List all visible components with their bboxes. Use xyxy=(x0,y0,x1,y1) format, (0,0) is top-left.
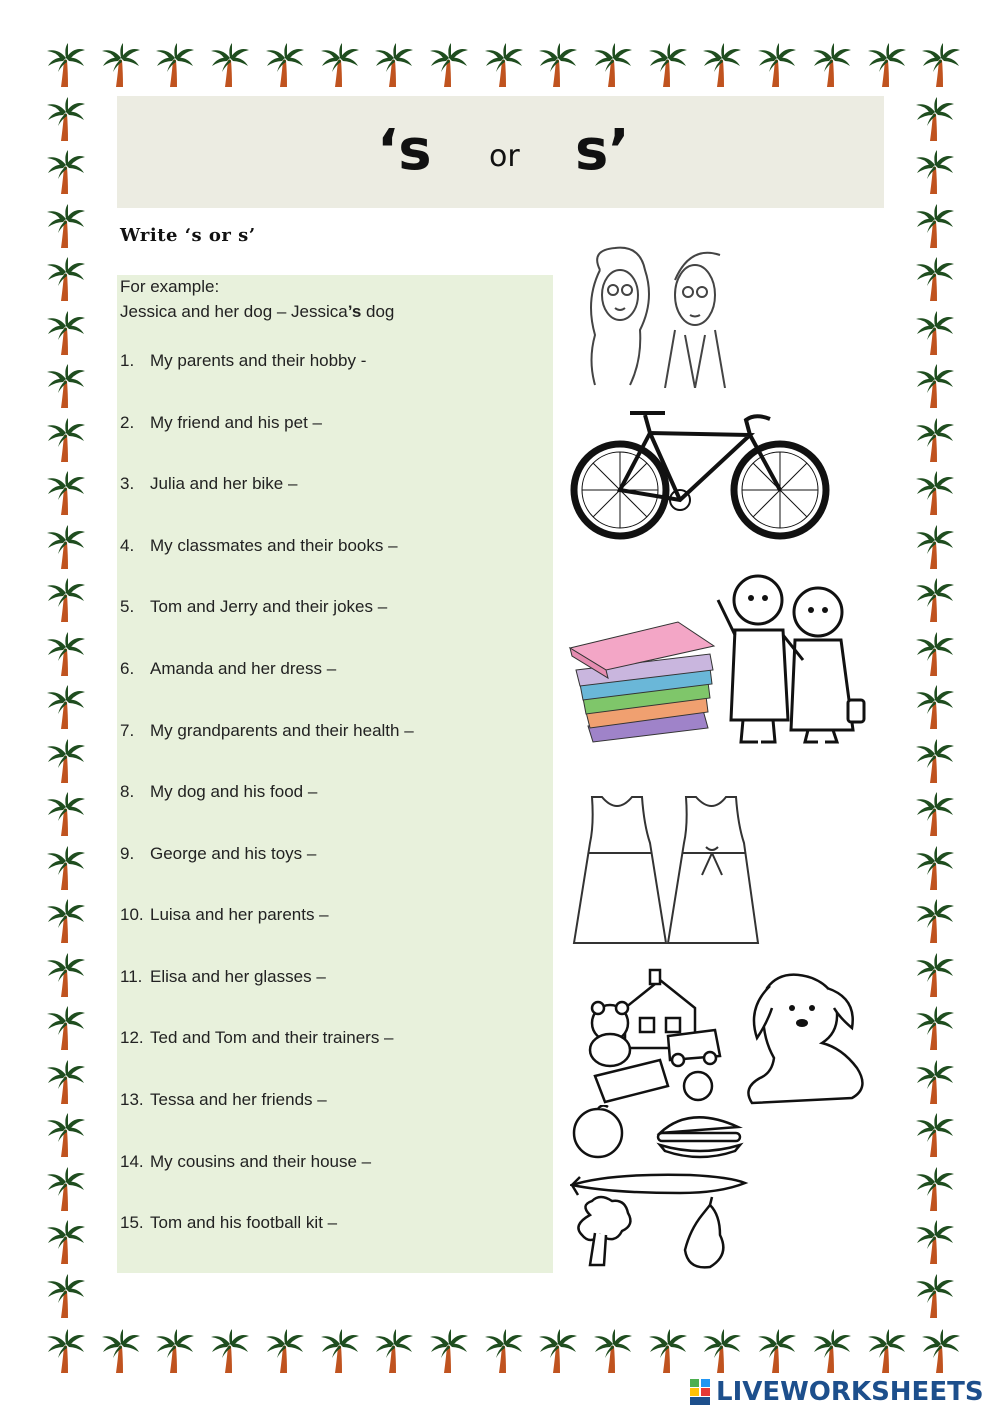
palm-tree-icon xyxy=(913,1273,957,1319)
item-text: My grandparents and their health – xyxy=(150,721,414,740)
food-illustration xyxy=(570,1105,750,1275)
palm-tree-icon xyxy=(646,42,690,88)
palm-tree-icon xyxy=(99,42,143,88)
item-text: My cousins and their house – xyxy=(150,1152,372,1171)
palm-tree-icon xyxy=(263,1328,307,1374)
exercise-item xyxy=(120,1028,394,1048)
palm-tree-icon xyxy=(44,845,88,891)
palm-tree-icon xyxy=(865,1328,909,1374)
palm-tree-icon xyxy=(44,1166,88,1212)
example-before: Jessica and her dog – Jessica xyxy=(120,302,348,321)
title-apostrophe-s: ‘s xyxy=(377,118,432,183)
item-text: George and his toys – xyxy=(150,844,317,863)
palm-tree-icon xyxy=(44,1219,88,1265)
palm-tree-icon xyxy=(919,42,963,88)
palm-tree-icon xyxy=(810,42,854,88)
palm-tree-icon xyxy=(913,524,957,570)
item-text: My parents and their hobby - xyxy=(150,351,367,370)
palm-tree-icon xyxy=(44,952,88,998)
exercise-item xyxy=(120,536,398,556)
dog-illustration xyxy=(742,968,872,1108)
item-number: 3. xyxy=(120,474,135,493)
item-text: Tessa and her friends – xyxy=(150,1090,327,1109)
item-text: Julia and her bike – xyxy=(150,474,298,493)
palm-tree-icon xyxy=(44,577,88,623)
palm-tree-icon xyxy=(44,310,88,356)
palm-tree-icon xyxy=(44,524,88,570)
palm-tree-icon xyxy=(44,203,88,249)
item-number: 12. xyxy=(120,1028,144,1047)
exercise-item xyxy=(120,905,329,925)
palm-tree-icon xyxy=(44,1328,88,1374)
palm-tree-icon xyxy=(913,898,957,944)
dresses-illustration xyxy=(572,795,760,947)
item-number: 1. xyxy=(120,351,135,370)
palm-tree-icon xyxy=(372,1328,416,1374)
books-illustration xyxy=(568,618,716,744)
palm-tree-icon xyxy=(44,256,88,302)
item-number: 15. xyxy=(120,1213,144,1232)
title-or: or xyxy=(489,139,520,174)
palm-tree-icon xyxy=(44,417,88,463)
liveworksheets-mark-icon xyxy=(690,1379,710,1405)
exercise-item xyxy=(120,782,317,802)
item-text: My dog and his food – xyxy=(150,782,318,801)
palm-tree-icon xyxy=(913,470,957,516)
liveworksheets-logo xyxy=(690,1377,984,1407)
palm-tree-icon xyxy=(591,1328,635,1374)
item-number: 11. xyxy=(120,967,143,986)
palm-tree-icon xyxy=(913,310,957,356)
palm-tree-icon xyxy=(913,845,957,891)
palm-tree-icon xyxy=(44,631,88,677)
palm-tree-icon xyxy=(700,1328,744,1374)
palm-tree-icon xyxy=(755,42,799,88)
item-number: 5. xyxy=(120,597,135,616)
toys-illustration xyxy=(570,968,745,1108)
item-number: 4. xyxy=(120,536,135,555)
item-number: 9. xyxy=(120,844,135,863)
item-number: 7. xyxy=(120,721,135,740)
palm-tree-icon xyxy=(263,42,307,88)
palm-tree-icon xyxy=(913,631,957,677)
palm-tree-icon xyxy=(913,684,957,730)
exercise-item xyxy=(120,474,297,494)
palm-tree-icon xyxy=(913,1005,957,1051)
palm-tree-icon xyxy=(44,1112,88,1158)
example-sentence xyxy=(120,302,394,322)
palm-tree-icon xyxy=(153,1328,197,1374)
exercise-panel xyxy=(117,275,553,1273)
palm-tree-icon xyxy=(153,42,197,88)
couple-illustration xyxy=(580,240,750,388)
title-banner xyxy=(117,96,884,208)
instruction-heading: Write ‘s or s’ xyxy=(120,225,256,246)
item-text: Ted and Tom and their trainers – xyxy=(150,1028,394,1047)
exercise-item xyxy=(120,1090,327,1110)
item-text: My friend and his pet – xyxy=(150,413,322,432)
palm-tree-icon xyxy=(810,1328,854,1374)
exercise-item xyxy=(120,1213,337,1233)
example-label: For example: xyxy=(120,277,220,296)
item-text: Tom and Jerry and their jokes – xyxy=(150,597,388,616)
title-s-apostrophe: s’ xyxy=(575,118,630,183)
item-number: 14. xyxy=(120,1152,144,1171)
palm-tree-icon xyxy=(913,1059,957,1105)
item-number: 6. xyxy=(120,659,135,678)
palm-tree-icon xyxy=(482,42,526,88)
item-text: My classmates and their books – xyxy=(150,536,398,555)
palm-tree-icon xyxy=(646,1328,690,1374)
palm-tree-icon xyxy=(700,42,744,88)
example-after: dog xyxy=(361,302,395,321)
palm-tree-icon xyxy=(919,1328,963,1374)
exercise-item xyxy=(120,721,414,741)
palm-tree-icon xyxy=(913,952,957,998)
palm-tree-icon xyxy=(913,738,957,784)
grandparents-illustration xyxy=(713,570,868,745)
palm-tree-icon xyxy=(427,42,471,88)
palm-tree-icon xyxy=(44,898,88,944)
exercise-item xyxy=(120,659,336,679)
exercise-item xyxy=(120,351,366,371)
palm-tree-icon xyxy=(427,1328,471,1374)
palm-tree-icon xyxy=(318,42,362,88)
palm-tree-icon xyxy=(913,791,957,837)
palm-tree-icon xyxy=(44,96,88,142)
palm-tree-icon xyxy=(372,42,416,88)
palm-tree-icon xyxy=(913,96,957,142)
palm-tree-icon xyxy=(536,1328,580,1374)
palm-tree-icon xyxy=(44,42,88,88)
palm-tree-icon xyxy=(536,42,580,88)
bicycle-illustration xyxy=(570,405,835,540)
item-number: 8. xyxy=(120,782,135,801)
palm-tree-icon xyxy=(913,363,957,409)
palm-tree-icon xyxy=(44,470,88,516)
item-number: 2. xyxy=(120,413,135,432)
palm-tree-icon xyxy=(208,42,252,88)
item-text: Tom and his football kit – xyxy=(150,1213,338,1232)
exercise-item xyxy=(120,1152,371,1172)
palm-tree-icon xyxy=(44,363,88,409)
palm-tree-icon xyxy=(913,256,957,302)
item-text: Elisa and her glasses – xyxy=(150,967,326,986)
liveworksheets-wordmark: LIVEWORKSHEETS xyxy=(716,1377,984,1407)
palm-tree-icon xyxy=(913,417,957,463)
palm-tree-icon xyxy=(913,1112,957,1158)
palm-tree-icon xyxy=(591,42,635,88)
palm-tree-icon xyxy=(318,1328,362,1374)
palm-tree-icon xyxy=(913,149,957,195)
item-text: Amanda and her dress – xyxy=(150,659,337,678)
exercise-item xyxy=(120,844,316,864)
palm-tree-icon xyxy=(913,1166,957,1212)
palm-tree-icon xyxy=(208,1328,252,1374)
palm-tree-icon xyxy=(44,1005,88,1051)
palm-tree-icon xyxy=(44,1059,88,1105)
palm-tree-icon xyxy=(913,203,957,249)
palm-tree-icon xyxy=(482,1328,526,1374)
palm-tree-icon xyxy=(44,684,88,730)
exercise-item xyxy=(120,413,322,433)
exercise-item xyxy=(120,967,326,987)
palm-tree-icon xyxy=(44,791,88,837)
palm-tree-icon xyxy=(913,577,957,623)
item-number: 13. xyxy=(120,1090,144,1109)
palm-tree-icon xyxy=(44,149,88,195)
palm-tree-icon xyxy=(44,738,88,784)
palm-tree-icon xyxy=(99,1328,143,1374)
palm-tree-icon xyxy=(865,42,909,88)
item-text: Luisa and her parents – xyxy=(150,905,329,924)
exercise-item xyxy=(120,597,387,617)
palm-tree-icon xyxy=(755,1328,799,1374)
palm-tree-icon xyxy=(44,1273,88,1319)
item-number: 10. xyxy=(120,905,144,924)
palm-tree-icon xyxy=(913,1219,957,1265)
example-bold: ’s xyxy=(347,302,362,321)
